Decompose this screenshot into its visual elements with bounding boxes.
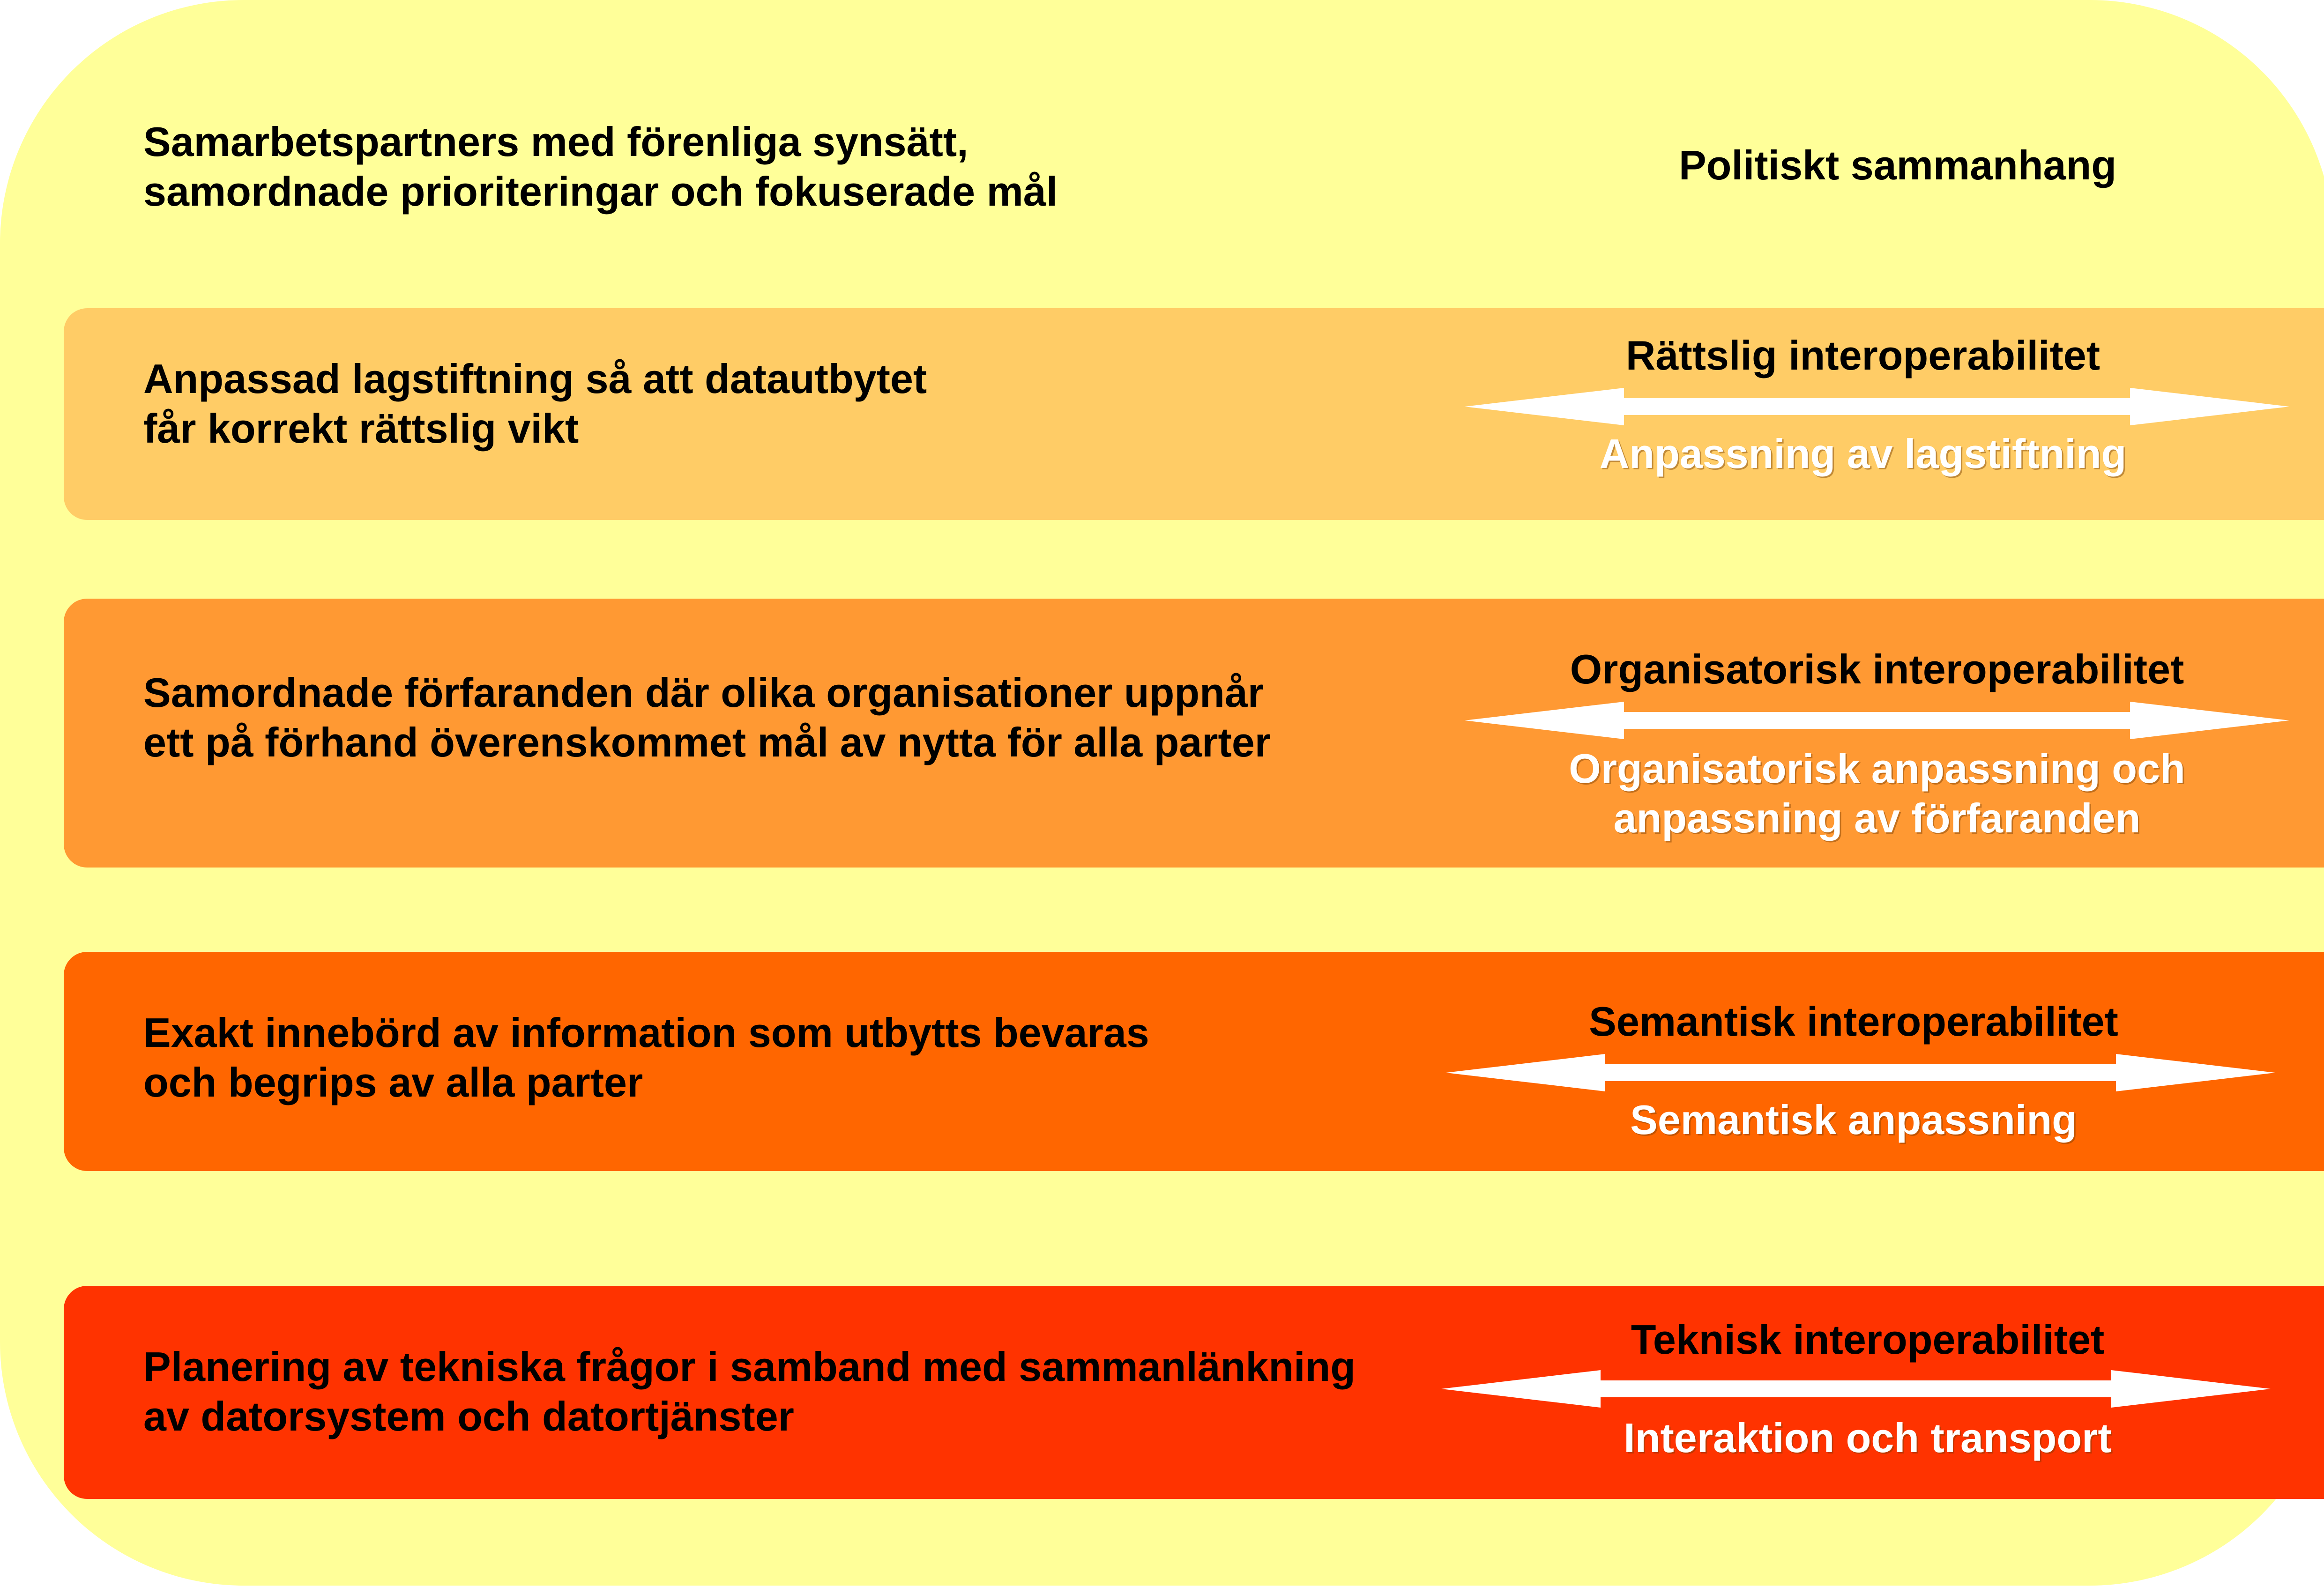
organisational-interoperability-description: Samordnade förfaranden där olika organisationer uppnår ett på förhand överenskommet mål av nytta för alla parter: [143, 669, 1271, 765]
double-headed-arrow-icon: [1446, 1054, 2275, 1091]
organisational-interoperability-sublabel: Organisatorisk anpassning och anpassning av förfaranden: [1569, 745, 2185, 841]
political-context-description: Samarbetspartners med förenliga synsätt, samordnade prioriteringar och fokuserade mål: [143, 119, 1058, 215]
semantic-interoperability-label: Semantisk interoperabilitet: [1589, 998, 2118, 1045]
technical-interoperability-band: [64, 1286, 2324, 1499]
legal-interoperability-label: Rättslig interoperabilitet: [1625, 332, 2101, 378]
technical-interoperability-label: Teknisk interoperabilitet: [1631, 1316, 2105, 1363]
organisational-interoperability-band: [64, 599, 2324, 868]
political-context-title: Politiskt sammanhang: [1678, 142, 2116, 188]
technical-interoperability-description: Planering av tekniska frågor i samband med sammanlänkning av datorsystem och datortjänster: [143, 1343, 1356, 1439]
legal-interoperability-sublabel: Anpassning av lagstiftning: [1599, 430, 2127, 477]
technical-interoperability-sublabel: Interaktion och transport: [1624, 1415, 2112, 1461]
double-headed-arrow-icon: [1465, 702, 2289, 739]
double-headed-arrow-icon: [1441, 1370, 2271, 1408]
legal-interoperability-band: [64, 308, 2324, 520]
semantic-interoperability-sublabel: Semantisk anpassning: [1630, 1097, 2077, 1143]
double-headed-arrow-icon: [1465, 388, 2289, 425]
organisational-interoperability-label: Organisatorisk interoperabilitet: [1570, 646, 2184, 692]
legal-interoperability-description: Anpassad lagstiftning så att datautbytet får korrekt rättslig vikt: [143, 356, 927, 452]
semantic-interoperability-band: [64, 952, 2324, 1171]
semantic-interoperability-description: Exakt innebörd av information som utbytts bevaras och begrips av alla parter: [143, 1009, 1149, 1105]
